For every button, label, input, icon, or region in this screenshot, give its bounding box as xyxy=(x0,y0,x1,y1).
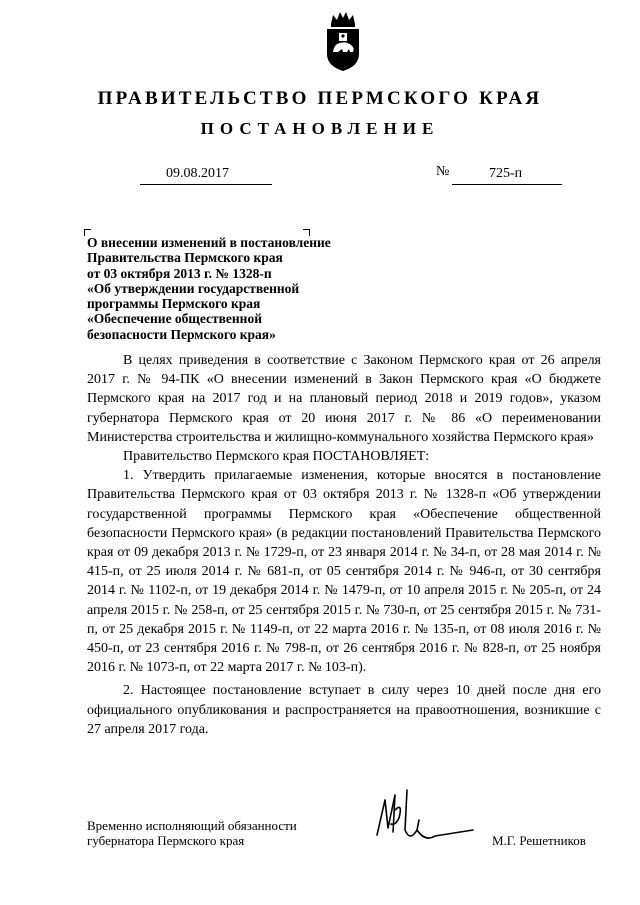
signatory-position xyxy=(87,818,297,848)
organization-title: ПРАВИТЕЛЬСТВО ПЕРМСКОГО КРАЯ xyxy=(97,88,543,109)
item-2-paragraph: 2. Настоящее постановление вступает в силу через 10 дней после дня его официального опубликования и распространяется на правоотношения, возникшие с 27 апреля 2017 года. xyxy=(87,683,601,737)
position-line-1: Временно исполняющий обязанности xyxy=(87,818,297,833)
subject-line: безопасности Пермского края» xyxy=(87,326,276,342)
handwritten-signature-icon xyxy=(355,780,475,855)
document-subject xyxy=(87,235,377,342)
subject-line: программы Пермского края xyxy=(87,296,261,312)
subject-line: Правительства Пермского края xyxy=(87,250,283,266)
date-field xyxy=(140,162,272,185)
resolves-paragraph: Правительство Пермского края ПОСТАНОВЛЯЕТ: xyxy=(123,449,430,465)
signatory-name: М.Г. Решетников xyxy=(492,833,586,848)
document-number: 725-п xyxy=(489,166,523,181)
position-line-2: губернатора Пермского края xyxy=(87,833,245,848)
subject-line: О внесении изменений в постановление xyxy=(87,235,331,250)
coat-of-arms-icon xyxy=(322,10,364,72)
subject-line: от 03 октября 2013 г. № 1328-п xyxy=(87,265,272,281)
document-date: 09.08.2017 xyxy=(166,166,229,181)
number-field xyxy=(452,162,562,185)
subject-line: «Обеспечение общественной xyxy=(87,311,262,327)
intro-paragraph: В целях приведения в соответствие с Законом Пермского края от 26 апреля 2017 г. № 94-ПК «О внесении изменений в Закон Пермского края «О бюджете Пермского края на 2017 год и на плановый период 2018 и 2019 годов», указом губернатора Пермского края от 20 июня 2017 г. № 86 «О переименовании Министерства строительства и жилищно-коммунального хозяйства Пермского края» xyxy=(87,353,601,445)
document-type: ПОСТАНОВЛЕНИЕ xyxy=(200,119,440,138)
number-sign: № xyxy=(436,164,450,179)
subject-line: «Об утверждении государственной xyxy=(87,280,300,296)
document-body xyxy=(87,351,601,739)
item-1-paragraph: 1. Утвердить прилагаемые изменения, которые вносятся в постановление Правительства Пермского края от 03 октября 2013 г. № 1328-п «Об утверждении государственной программы Пермского края «Обеспечение общественной безопасности Пермского края» (в редакции постановлений Правительства Пермского края от 09 декабря 2013 г. № 1729-п, от 23 января 2014 г. № 34-п, от 28 мая 2014 г. № 415-п, от 25 июля 2014 г. № 681-п, от 05 сентября 2014 г. № 946-п, от 30 сентября 2014 г. № 1102-п, от 19 декабря 2014 г. № 1479-п, от 10 апреля 2015 г. № 205-п, от 24 апреля 2015 г. № 258-п, от 25 сентября 2015 г. № 730-п, от 25 сентября 2015 г. № 731-п, от 25 декабря 2015 г. № 1149-п, от 22 марта 2016 г. № 135-п, от 08 июля 2016 г. № 450-п, от 23 сентября 2016 г. № 798-п, от 26 сентября 2016 г. № 828-п, от 25 ноября 2016 г. № 1073-п, от 22 марта 2017 г. № 103-п). xyxy=(87,468,601,676)
